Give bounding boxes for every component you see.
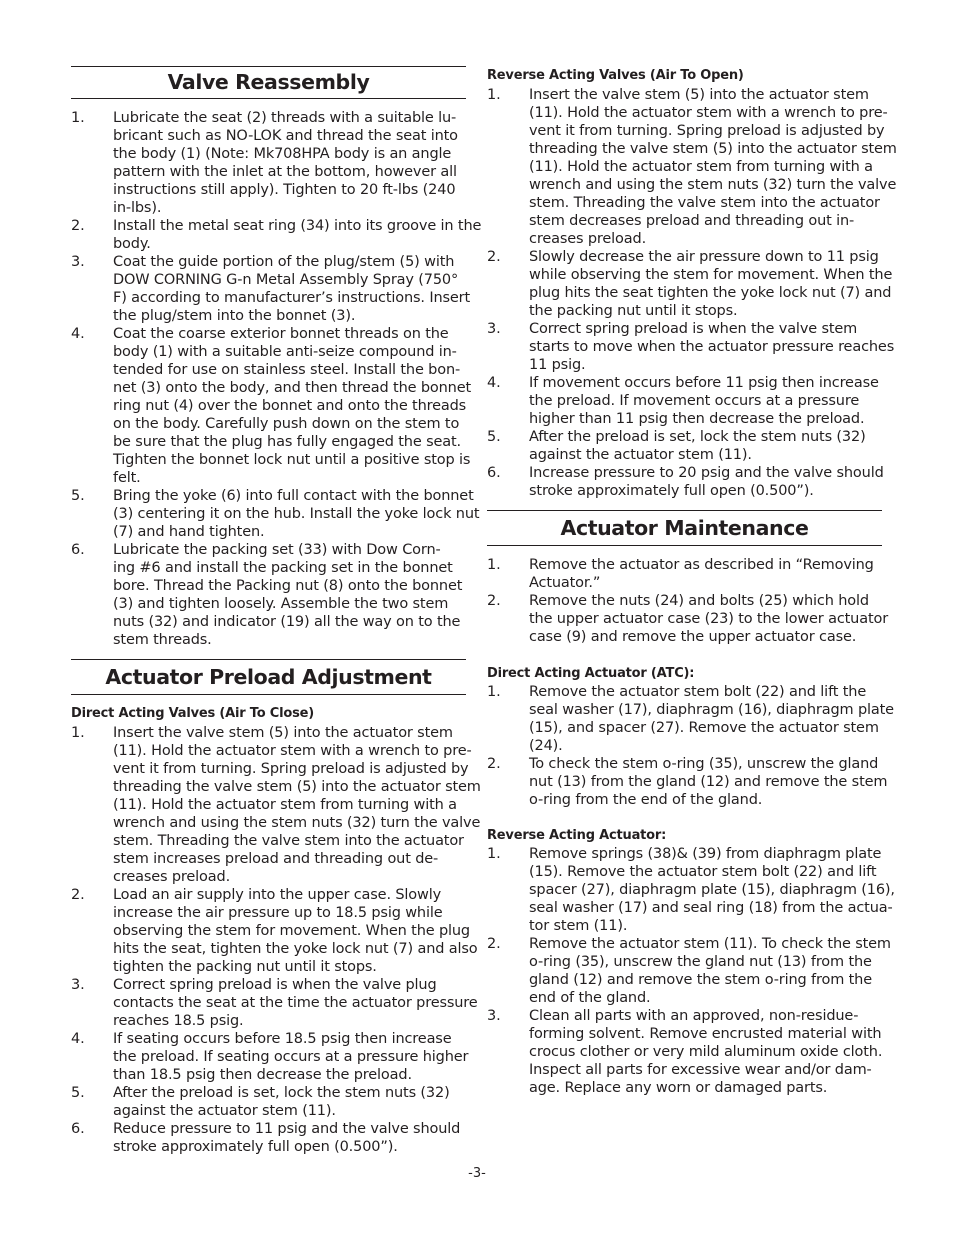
list-item-text-line: (11). Hold the actuator stem with a wrench to pre-	[113, 743, 472, 759]
list-item	[71, 253, 471, 325]
list-item-number: 6.	[71, 1121, 85, 1137]
list-item-text-line: If seating occurs before 18.5 psig then increase	[113, 1031, 452, 1047]
list-item	[487, 592, 889, 646]
list-item-text-line: (15), and spacer (27). Remove the actuator stem	[529, 720, 879, 736]
list-item-text-line: Slowly decrease the air pressure down to 11 psig	[529, 249, 879, 265]
list-item-text-line: Increase pressure to 20 psig and the valve should	[529, 465, 884, 481]
list-item-text-line: net (3) onto the body, and then thread the bonnet	[113, 380, 472, 396]
section-heading-actuator-preload: Actuator Preload Adjustment	[71, 659, 466, 695]
list-item-text-line: increase the air pressure up to 18.5 psig while	[113, 905, 443, 921]
page-number: -3-	[468, 1166, 486, 1181]
list-item	[487, 320, 895, 374]
list-item-number: 3.	[487, 1008, 501, 1024]
list-item-text-line: observing the stem for movement. When the plug	[113, 923, 470, 939]
list-item-number: 4.	[487, 375, 501, 391]
list-item-text-line: plug hits the seat tighten the yoke lock nut (7) and	[529, 285, 892, 301]
list-item-text-line: body (1) with a suitable anti-seize compound in-	[113, 344, 457, 360]
list-item-text-line: the packing nut until it stops.	[529, 303, 738, 319]
list-item-number: 4.	[71, 326, 85, 342]
list-item-text-line: (15). Remove the actuator stem bolt (22) and lift	[529, 864, 877, 880]
list-item-text-line: o-ring (35), unscrew the gland nut (13) from the	[529, 954, 872, 970]
list-item-text-line: tor stem (11).	[529, 918, 628, 934]
subheading-direct-acting-actuator: Direct Acting Actuator (ATC):	[487, 666, 695, 681]
list-item-text-line: the preload. If seating occurs at a pressure higher	[113, 1049, 469, 1065]
list-item-text-line: Install the metal seat ring (34) into its groove in the	[113, 218, 482, 234]
list-item-text-line: After the preload is set, lock the stem nuts (32)	[529, 429, 866, 445]
list-item-text-line: spacer (27), diaphragm plate (15), diaphragm (16),	[529, 882, 895, 898]
list-item-text-line: (24).	[529, 738, 563, 754]
reverse-actuator-list	[487, 845, 895, 1097]
list-item-text-line: bricant such as NO-LOK and thread the seat into	[113, 128, 458, 144]
list-item	[71, 325, 472, 487]
list-item-text-line: felt.	[113, 470, 141, 486]
list-item-number: 1.	[487, 684, 501, 700]
list-item-number: 4.	[71, 1031, 85, 1047]
list-item	[487, 935, 891, 1007]
list-item-text-line: the upper actuator case (23) to the lower actuator	[529, 611, 889, 627]
list-item-text-line: while observing the stem for movement. When the	[529, 267, 893, 283]
list-item-number: 3.	[71, 977, 85, 993]
list-item-number: 1.	[71, 725, 85, 741]
list-item-text-line: Lubricate the seat (2) threads with a suitable lu-	[113, 110, 457, 126]
list-item-text-line: Inspect all parts for excessive wear and/or dam-	[529, 1062, 872, 1078]
list-item-text-line: Load an air supply into the upper case. Slowly	[113, 887, 442, 903]
list-item	[71, 109, 466, 217]
list-item-text-line: against the actuator stem (11).	[529, 447, 752, 463]
list-item-text-line: contacts the seat at the time the actuator pressure	[113, 995, 478, 1011]
subheading-reverse-acting-valves: Reverse Acting Valves (Air To Open)	[487, 68, 744, 83]
list-item-text-line: (11). Hold the actuator stem from turning with a	[113, 797, 457, 813]
list-item-text-line: vent it from turning. Spring preload is adjusted by	[529, 123, 885, 139]
list-item-text-line: DOW CORNING G-n Metal Assembly Spray (750°	[113, 272, 459, 288]
valve-reassembly-list	[71, 109, 482, 649]
reverse-valves-list	[487, 86, 897, 500]
list-item-number: 2.	[487, 593, 501, 609]
list-item-text-line: Tighten the bonnet lock nut until a positive stop is	[113, 452, 471, 468]
list-item-text-line: stem threads.	[113, 632, 212, 648]
list-item-text-line: Remove the nuts (24) and bolts (25) which hold	[529, 593, 869, 609]
list-item-number: 5.	[71, 1085, 85, 1101]
list-item-text-line: (3) centering it on the hub. Install the yoke lock nut	[113, 506, 480, 522]
list-item-text-line: nuts (32) and indicator (19) all the way on to the	[113, 614, 461, 630]
list-item-text-line: stroke approximately full open (0.500”).	[113, 1139, 398, 1155]
list-item-text-line: hits the seat, tighten the yoke lock nut (7) and also	[113, 941, 478, 957]
list-item-text-line: threading the valve stem (5) into the actuator stem	[529, 141, 897, 157]
section-heading-valve-reassembly: Valve Reassembly	[71, 66, 466, 99]
list-item-text-line: the plug/stem into the bonnet (3).	[113, 308, 356, 324]
list-item	[71, 1084, 466, 1120]
list-item-text-line: Coat the guide portion of the plug/stem (5) with	[113, 254, 455, 270]
list-item-text-line: the body (1) (Note: Mk708HPA body is an angle	[113, 146, 452, 162]
list-item-text-line: tended for use on stainless steel. Install the bon-	[113, 362, 461, 378]
list-item	[487, 755, 888, 809]
list-item-number: 3.	[71, 254, 85, 270]
list-item-text-line: (11). Hold the actuator stem from turning with a	[529, 159, 873, 175]
list-item-text-line: forming solvent. Remove encrusted material with	[529, 1026, 882, 1042]
list-item-number: 6.	[487, 465, 501, 481]
list-item-text-line: seal washer (17), diaphragm (16), diaphragm plate	[529, 702, 894, 718]
list-item-text-line: F) according to manufacturer’s instructions. Insert	[113, 290, 471, 306]
list-item	[71, 1030, 469, 1084]
list-item	[71, 886, 478, 976]
list-item-text-line: 11 psig.	[529, 357, 586, 373]
list-item-text-line: Insert the valve stem (5) into the actuator stem	[113, 725, 453, 741]
list-item-number: 2.	[487, 756, 501, 772]
list-item	[487, 556, 882, 592]
list-item-text-line: bore. Thread the Packing nut (8) onto the bonnet	[113, 578, 463, 594]
list-item-text-line: ring nut (4) over the bonnet and onto the threads	[113, 398, 467, 414]
list-item-text-line: higher than 11 psig then decrease the preload.	[529, 411, 865, 427]
list-item-text-line: instructions still apply). Tighten to 20 ft-lbs (240	[113, 182, 456, 198]
list-item-text-line: (3) and tighten loosely. Assemble the two stem	[113, 596, 449, 612]
list-item-text-line: Correct spring preload is when the valve plug	[113, 977, 437, 993]
list-item-text-line: seal washer (17) and seal ring (18) from the actua-	[529, 900, 893, 916]
list-item-text-line: wrench and using the stem nuts (32) turn the valve	[529, 177, 897, 193]
list-item-text-line: starts to move when the actuator pressure reaches	[529, 339, 895, 355]
subheading-reverse-acting-actuator: Reverse Acting Actuator:	[487, 828, 667, 843]
section-heading-actuator-maintenance: Actuator Maintenance	[487, 510, 882, 546]
list-item-text-line: If movement occurs before 11 psig then increase	[529, 375, 879, 391]
list-item-text-line: Lubricate the packing set (33) with Dow Corn-	[113, 542, 441, 558]
list-item-number: 2.	[487, 936, 501, 952]
list-item-text-line: stem. Threading the valve stem into the actuator	[529, 195, 880, 211]
list-item	[71, 724, 481, 886]
list-item-text-line: Correct spring preload is when the valve stem	[529, 321, 858, 337]
list-item	[487, 86, 897, 248]
list-item-number: 3.	[487, 321, 501, 337]
subheading-direct-acting-valves: Direct Acting Valves (Air To Close)	[71, 706, 314, 721]
list-item-text-line: Remove the actuator stem bolt (22) and lift the	[529, 684, 867, 700]
list-item-number: 2.	[487, 249, 501, 265]
list-item-text-line: reaches 18.5 psig.	[113, 1013, 244, 1029]
list-item-number: 1.	[71, 110, 85, 126]
list-item-text-line: Remove springs (38)& (39) from diaphragm plate	[529, 846, 882, 862]
list-item-text-line: Actuator.”	[529, 575, 601, 591]
list-item-text-line: To check the stem o-ring (35), unscrew the gland	[529, 756, 879, 772]
list-item	[71, 217, 482, 253]
list-item-text-line: vent it from turning. Spring preload is adjusted by	[113, 761, 469, 777]
list-item-text-line: Reduce pressure to 11 psig and the valve should	[113, 1121, 461, 1137]
list-item-text-line: stem decreases preload and threading out in-	[529, 213, 855, 229]
list-item-text-line: gland (12) and remove the stem o-ring from the	[529, 972, 872, 988]
list-item-text-line: pattern with the inlet at the bottom, however all	[113, 164, 457, 180]
list-item-text-line: wrench and using the stem nuts (32) turn the valve	[113, 815, 481, 831]
list-item-text-line: Remove the actuator stem (11). To check the stem	[529, 936, 891, 952]
list-item-text-line: age. Replace any worn or damaged parts.	[529, 1080, 828, 1096]
list-item	[71, 976, 478, 1030]
list-item-text-line: Bring the yoke (6) into full contact with the bonnet	[113, 488, 474, 504]
list-item-text-line: on the body. Carefully push down on the stem to	[113, 416, 460, 432]
list-item-text-line: in-lbs).	[113, 200, 162, 216]
list-item	[71, 1120, 466, 1156]
list-item	[487, 845, 895, 935]
list-item-text-line: than 18.5 psig then decrease the preload.	[113, 1067, 412, 1083]
list-item	[487, 248, 893, 320]
list-item-text-line: Remove the actuator as described in “Removing	[529, 557, 874, 573]
list-item	[487, 428, 882, 464]
list-item-text-line: o-ring from the end of the gland.	[529, 792, 763, 808]
list-item	[487, 374, 882, 428]
list-item-text-line: creases preload.	[529, 231, 647, 247]
list-item-text-line: tighten the packing nut until it stops.	[113, 959, 377, 975]
list-item-text-line: (7) and hand tighten.	[113, 524, 265, 540]
list-item-text-line: (11). Hold the actuator stem with a wrench to pre-	[529, 105, 888, 121]
list-item-number: 2.	[71, 218, 85, 234]
list-item-text-line: crocus clother or very mild aluminum oxide cloth.	[529, 1044, 883, 1060]
list-item-text-line: Clean all parts with an approved, non-residue-	[529, 1008, 859, 1024]
list-item-text-line: stem. Threading the valve stem into the actuator	[113, 833, 464, 849]
direct-actuator-list	[487, 683, 894, 809]
list-item-text-line: Coat the coarse exterior bonnet threads on the	[113, 326, 449, 342]
list-item	[487, 1007, 882, 1097]
list-item-text-line: against the actuator stem (11).	[113, 1103, 336, 1119]
list-item	[487, 683, 894, 755]
list-item-text-line: body.	[113, 236, 151, 252]
list-item-text-line: stroke approximately full open (0.500”).	[529, 483, 814, 499]
list-item-number: 5.	[487, 429, 501, 445]
list-item-number: 6.	[71, 542, 85, 558]
list-item-text-line: be sure that the plug has fully engaged the seat.	[113, 434, 461, 450]
list-item	[71, 541, 466, 649]
list-item	[71, 487, 480, 541]
list-item-number: 2.	[71, 887, 85, 903]
preload-list	[71, 724, 481, 1156]
list-item	[487, 464, 882, 500]
list-item-text-line: the preload. If movement occurs at a pressure	[529, 393, 860, 409]
list-item-number: 1.	[487, 87, 501, 103]
list-item-text-line: threading the valve stem (5) into the actuator stem	[113, 779, 481, 795]
list-item-text-line: end of the gland.	[529, 990, 651, 1006]
list-item-text-line: case (9) and remove the upper actuator case.	[529, 629, 857, 645]
list-item-text-line: nut (13) from the gland (12) and remove the stem	[529, 774, 888, 790]
list-item-text-line: stem increases preload and threading out de-	[113, 851, 439, 867]
list-item-number: 1.	[487, 557, 501, 573]
list-item-text-line: After the preload is set, lock the stem nuts (32)	[113, 1085, 450, 1101]
list-item-number: 5.	[71, 488, 85, 504]
list-item-number: 1.	[487, 846, 501, 862]
maintenance-list	[487, 556, 889, 646]
list-item-text-line: creases preload.	[113, 869, 231, 885]
list-item-text-line: Insert the valve stem (5) into the actuator stem	[529, 87, 869, 103]
list-item-text-line: ing #6 and install the packing set in the bonnet	[113, 560, 453, 576]
